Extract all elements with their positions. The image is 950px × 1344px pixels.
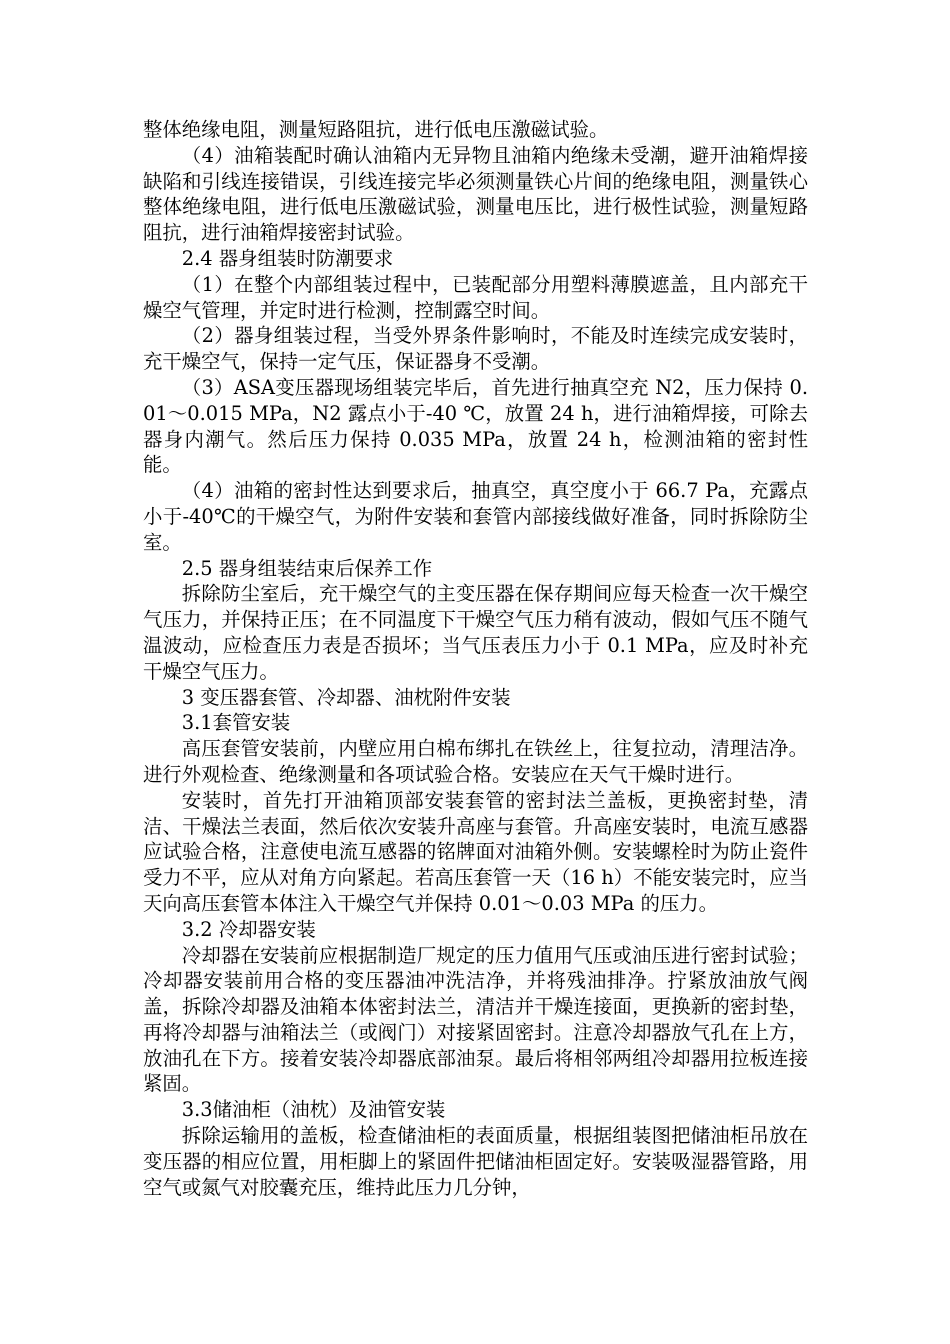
paragraph: 整体绝缘电阻，测量短路阻抗，进行低电压激磁试验。	[143, 118, 609, 141]
paragraph: （2）器身组装过程，当受外界条件影响时，不能及时连续完成安装时，充干燥空气，保持一定气压，保证器身不受潮。	[143, 324, 808, 374]
paragraph: （3）ASA变压器现场组装完毕后，首先进行抽真空充 N2，压力保持 0.01～0.015 MPa，N2 露点小于-40 ℃，放置 24 h，进行油箱焊接，可除去器身内潮气。然后压力保持 0.035 MPa，放置 24 h，检测油箱的密封性能。	[143, 375, 808, 477]
paragraph: 拆除防尘室后，充干燥空气的主变压器在保存期间应每天检查一次干燥空气压力，并保持正压；在不同温度下干燥空气压力稍有波动，假如气压不随气温波动，应检查压力表是否损坏；当气压表压力小于 0.1 MPa，应及时补充干燥空气压力。	[143, 582, 808, 683]
section-heading: 2.4 器身组装时防潮要求	[181, 246, 394, 270]
section-heading: 3.1套管安装	[181, 711, 291, 735]
paragraph: 冷却器在安装前应根据制造厂规定的压力值用气压或油压进行密封试验；冷却器安装前用合格的变压器油冲洗洁净，并将残油排净。拧紧放油放气阀盖，拆除冷却器及油箱本体密封法兰，清洁并干燥连接面，更换新的密封垫，再将冷却器与油箱法兰（或阀门）对接紧固密封。注意冷却器放气孔在上方，放油孔在下方。接着安装冷却器底部油泵。最后将相邻两组冷却器用拉板连接紧固。	[143, 943, 808, 1096]
section-heading: 2.5 器身组装结束后保养工作	[181, 556, 433, 580]
paragraph: （4）油箱装配时确认油箱内无异物且油箱内绝缘未受潮，避开油箱焊接缺陷和引线连接错误，引线连接完毕必须测量铁心片间的绝缘电阻，测量铁心整体绝缘电阻，进行低电压激磁试验，测量电压比，进行极性试验，测量短路阻抗，进行油箱焊接密封试验。	[143, 143, 808, 245]
paragraph: （1）在整个内部组装过程中，已装配部分用塑料薄膜遮盖，且内部充干燥空气管理，并定时进行检测，控制露空时间。	[143, 272, 808, 322]
section-heading: 3.2 冷却器安装	[181, 917, 316, 941]
paragraph: 安装时，首先打开油箱顶部安装套管的密封法兰盖板，更换密封垫，清洁、干燥法兰表面，然后依次安装升高座与套管。升高座安装时，电流互感器应试验合格，注意使电流互感器的铭牌面对油箱外侧。安装螺栓时为防止瓷件受力不平，应从对角方向紧起。若高压套管一天（16 h）不能安装完时，应当天向高压套管本体注入干燥空气并保持 0.01～0.03 MPa 的压力。	[143, 788, 808, 915]
section-heading: 3.3储油柜（油枕）及油管安装	[181, 1098, 446, 1122]
paragraph: 高压套管安装前，内壁应用白棉布绑扎在铁丝上，往复拉动，清理洁净。进行外观检查、绝缘测量和各项试验合格。安装应在天气干燥时进行。	[143, 737, 808, 786]
chapter-heading: 3 变压器套管、冷却器、油枕附件安装	[181, 685, 511, 709]
document-body	[143, 117, 808, 1200]
paragraph: （4）油箱的密封性达到要求后，抽真空，真空度小于 66.7 Pa，充露点小于-40℃的干燥空气，为附件安装和套管内部接线做好准备，同时拆除防尘室。	[143, 479, 808, 554]
paragraph: 拆除运输用的盖板，检查储油柜的表面质量，根据组装图把储油柜吊放在变压器的相应位置，用柜脚上的紧固件把储油柜固定好。安装吸湿器管路，用空气或氮气对胶囊充压，维持此压力几分钟，	[143, 1124, 808, 1199]
